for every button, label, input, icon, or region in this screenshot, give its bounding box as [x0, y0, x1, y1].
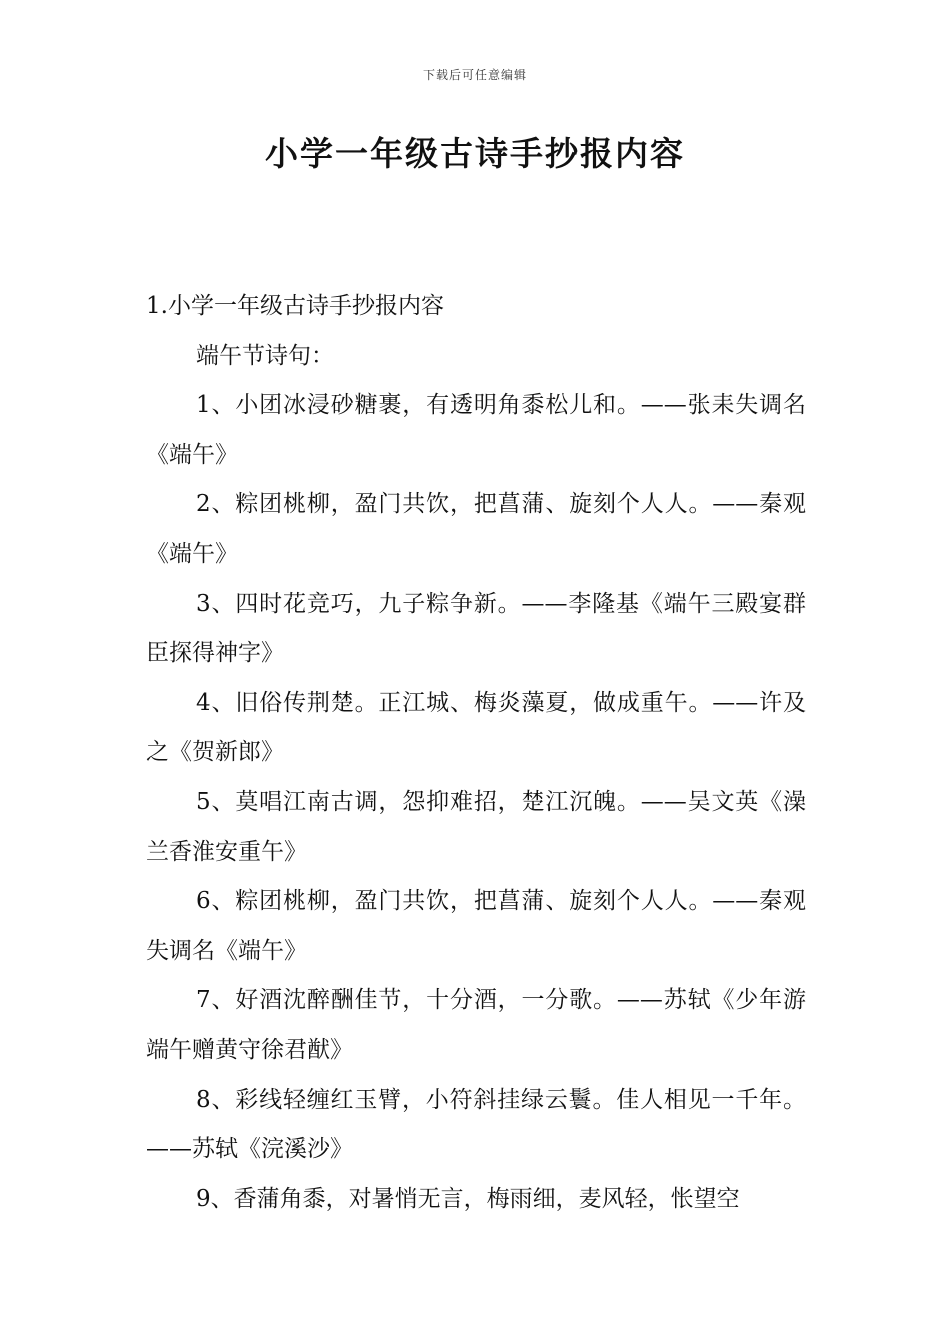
sub-heading: 端午节诗句：	[196, 342, 334, 369]
poem-line-9: 9、香蒲角黍，对暑悄无言，梅雨细，麦风轻，怅望空	[196, 1185, 740, 1212]
poem-line-1: 1、小团冰浸砂糖裹，有透明角黍松儿和。——张耒失调名《端午》	[146, 392, 806, 468]
poem-line-8: 8、彩线轻缠红玉臂，小符斜挂绿云鬟。佳人相见一千年。——苏轼《浣溪沙》	[146, 1086, 806, 1163]
poem-line-4: 4、旧俗传荆楚。正江城、梅炎藻夏，做成重午。——许及之《贺新郎》	[146, 689, 806, 766]
poem-line-3: 3、四时花竞巧，九子粽争新。——李隆基《端午三殿宴群臣探得神字》	[146, 590, 806, 667]
poem-line-7: 7、好酒沈醉酬佳节，十分酒，一分歌。——苏轼《少年游端午赠黄守徐君猷》	[146, 987, 806, 1063]
poem-line-5: 5、莫唱江南古调，怨抑难招，楚江沉魄。——吴文英《澡兰香淮安重午》	[146, 788, 806, 865]
header-note: 下载后可任意编辑	[422, 68, 527, 82]
poem-line-6: 6、粽团桃柳，盈门共饮，把菖蒲、旋刻个人人。——秦观失调名《端午》	[146, 888, 806, 964]
document-body	[146, 282, 806, 1224]
document-title: 小学一年级古诗手抄报内容	[265, 134, 685, 173]
poem-line-2: 2、粽团桃柳，盈门共饮，把菖蒲、旋刻个人人。——秦观《端午》	[146, 491, 806, 567]
section-heading: 1.小学一年级古诗手抄报内容	[146, 293, 444, 319]
